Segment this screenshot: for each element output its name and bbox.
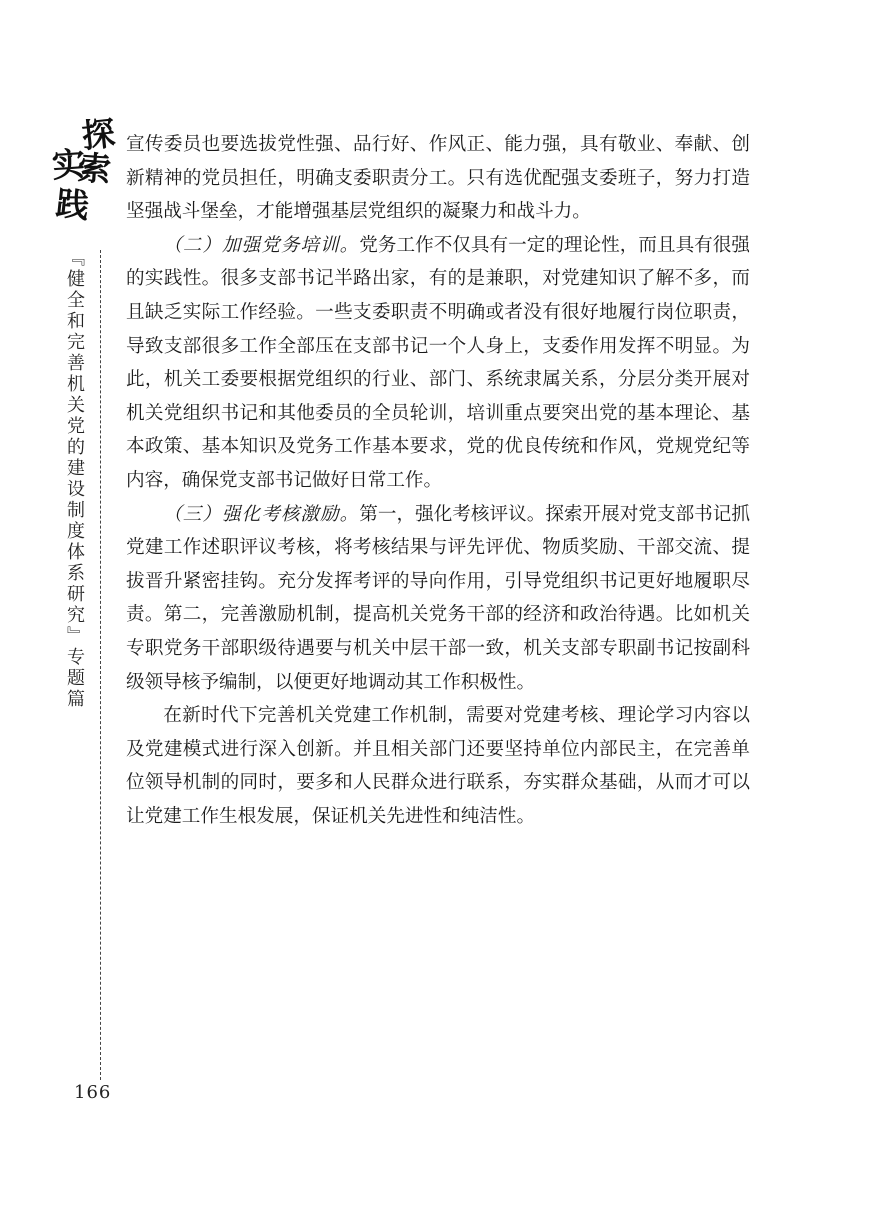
paragraph-3-text: 第一，强化考核评议。探索开展对党支部书记抓党建工作述职评议考核，将考核结果与评先评优、物质奖励、干部交流、提拔晋升紧密挂钩。充分发挥考评的导向作用，引导党组织书记更好地履职尽责。第二，完善激励机制，提高机关党务干部的经济和政治待遇。比如机关专职党务干部职级待遇要与机关中层干部一致，机关支部专职副书记按副科级领导核予编制，以便更好地调动其工作积极性。: [126, 503, 750, 693]
brand-char-shi: 实: [50, 143, 87, 186]
paragraph-2: [126, 229, 750, 498]
paragraph-4: [126, 699, 750, 833]
section-vertical-title: 『健全和完善机关党的建设制度体系研究』专题篇: [64, 248, 85, 710]
paragraph-2-text: 党务工作不仅具有一定的理论性，而且具有很强的实践性。很多支部书记半路出家，有的是兼职，对党建知识了解不多，而且缺乏实际工作经验。一些支委职责不明确或者没有很好地履行岗位职责，导致支部很多工作全部压在支部书记一个人身上，支委作用发挥不明显。为此，机关工委要根据党组织的行业、部门、系统隶属关系，分层分类开展对机关党组织书记和其他委员的全员轮训，培训重点要突出党的基本理论、基本政策、基本知识及党务工作基本要求，党的优良传统和作风，党规党纪等内容，确保党支部书记做好日常工作。: [126, 234, 750, 491]
brand-char-jian: 践: [54, 183, 91, 226]
brand-char-suo: 索: [76, 147, 113, 190]
brand-calligraphy: [50, 113, 117, 228]
paragraph-3: [126, 498, 750, 700]
paragraph-2-heading: （二）加强党务培训。: [163, 234, 360, 256]
paragraph-1-text: 宣传委员也要选拔党性强、品行好、作风正、能力强，具有敬业、奉献、创新精神的党员担任，明确支委职责分工。只有选优配强支委班子，努力打造坚强战斗堡垒，才能增强基层党组织的凝聚力和战斗力。: [126, 134, 750, 223]
body-text: [126, 128, 750, 833]
page-number: 166: [74, 1082, 112, 1103]
dashed-divider: [100, 250, 101, 1080]
paragraph-3-heading: （三）强化考核激励。: [163, 503, 360, 525]
paragraph-4-text: 在新时代下完善机关党建工作机制，需要对党建考核、理论学习内容以及党建模式进行深入创新。并且相关部门还要坚持单位内部民主，在完善单位领导机制的同时，要多和人民群众进行联系，夯实群众基础，从而才可以让党建工作生根发展，保证机关先进性和纯洁性。: [126, 705, 750, 827]
paragraph-1: [126, 128, 750, 229]
brand-char-tan: 探: [80, 113, 117, 156]
